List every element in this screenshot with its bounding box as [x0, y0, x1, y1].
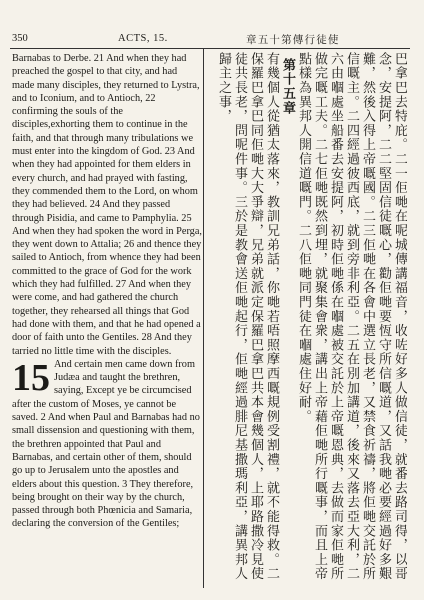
english-column: [12, 52, 202, 531]
chinese-running-head: 章五十第傳行徒使: [246, 34, 340, 46]
english-paragraph-1: Barnabas to Derbe. 21 And when they had preached the gospel to that city, and had made many disciples, they returned to Lystra, and to Iconium, and to Antioch, 22 confirming the souls of the disciples,exhorting them to continue in the faith, and that through many tribulations we must enter into the kingdom of God. 23 And when they had appointed for them elders in every church, and had prayed with fasting, they commended them to the Lord, on whom they had believed. 24 And they passed through Pisidia, and came to Pamphylia. 25 And when they had spoken the word in Perga, they went down to Attalia; 26 and thence they sailed to Antioch, from whence they had been committed to the grace of God for the work which they had fulfilled. 27 And when they were come, and had gathered the church together, they rehearsed all things that God had done with them, and that he had opened a door of faith unto the Gentiles. 28 And they tarried no little time with the disciples.: [12, 53, 202, 357]
chinese-text-1: 巴拿巴去特庇。二一佢哋在呢城傳講福音，收咗好多人做信徒，就番去路司得，以哥念，安提阿，二二堅固信徒嘅心，勸佢哋要恆守所信嘅道，又話我哋必要經過好多艱難，然後入得上帝嘅國。二三佢哋在各會中選立長老，又禁食祈禱，將佢哋交託於所信嘅主。二四經過彼西底，就到旁非利亞。二五在別加講道，後來又落去亞大利，二六由嗰處坐船番去安提阿，初時佢哋係在嗰處被交託於上帝嘅恩典，去做而家佢哋所做完嘅工夫。二七佢哋既然到埋，就聚集會衆，講出上帝藉佢哋所行嘅事，而且上帝點樣為異邦人開信道嘅門。二八佢哋同門徒在嗰處住好耐。: [296, 52, 407, 582]
running-head: ACTS, 15.: [118, 33, 168, 44]
english-paragraph-2-block: [12, 358, 202, 531]
page-number: 350: [12, 33, 28, 44]
chapter-numeral: 15: [12, 356, 50, 399]
chinese-chapter-heading: 第十五章: [280, 58, 295, 116]
chinese-column: [207, 52, 407, 582]
english-paragraph-2: And certain men came down from Judæa and taught the brethren, saying, Except ye be circumcised after the custom of Moses, ye cannot be saved. 2 And when Paul and Barnabas had no small dissension and questioning with them, the brethren appointed that Paul and Barnabas, and certain other of them, should go up to Jerusalem unto the apostles and elders about this question. 3 They therefore, being brought on their way by the church, passed through both Phœnicia and Samaria, declaring the conversion of the Gentiles;: [12, 358, 200, 530]
header-rule: [10, 48, 410, 49]
column-divider: [203, 48, 204, 588]
chinese-text-2: 有幾個人從猶太落來，教訓兄弟話，你哋若唔照摩西嘅規例受割禮，就不能得救。二保羅巴拿巴同佢哋大大爭辯，兄弟就派定保羅巴拿巴共本會幾個人，上耶路撒冷見使徒共長老，問呢件事。三於是教會送佢哋起行，佢哋經過腓尼基撒瑪利亞，講異邦人歸主之事，: [216, 52, 279, 582]
